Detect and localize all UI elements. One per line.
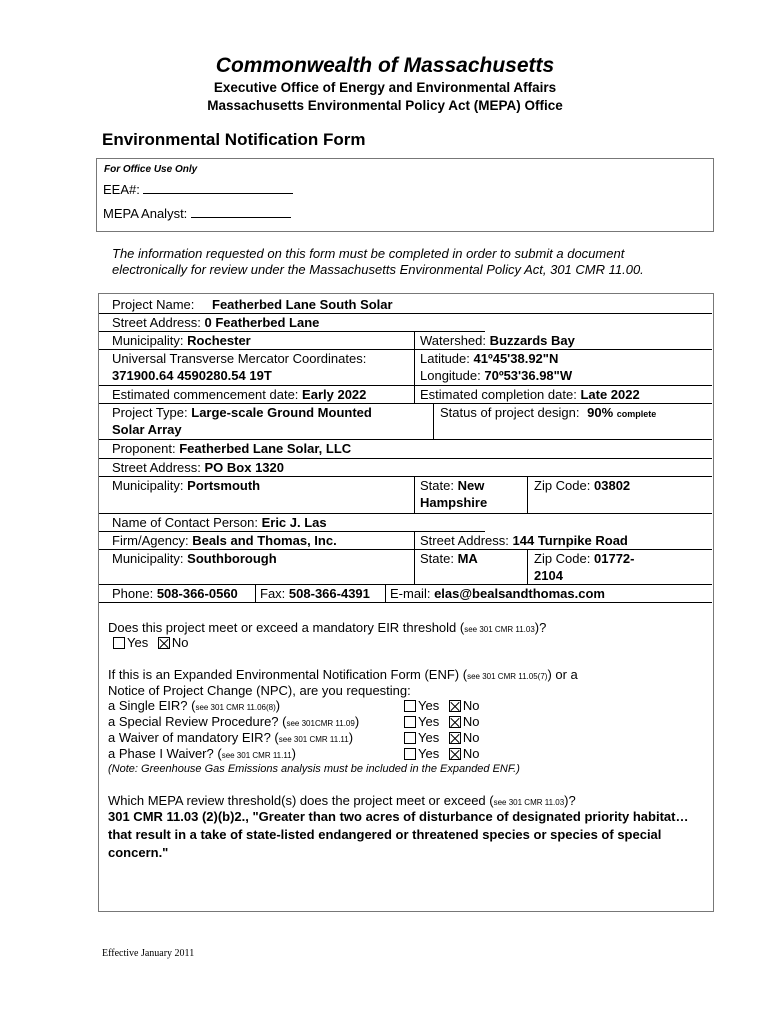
eea-label: EEA#: [103,182,140,197]
fax-value: 508-366-4391 [288,586,370,601]
project-street-value: 0 Featherbed Lane [204,315,320,330]
proponent-state-row [420,477,484,495]
project-street-row [112,314,319,332]
project-name-value: Featherbed Lane South Solar [212,297,393,312]
contact-zip-value: 01772- [594,551,635,566]
proponent-zip-row [534,477,630,495]
completion-value: Late 2022 [580,387,640,402]
checkbox-yes[interactable] [404,700,416,712]
watershed-label: Watershed: [420,333,486,348]
proponent-street-label: Street Address: [112,460,201,475]
project-type-value: Large-scale Ground Mounted [191,405,372,420]
project-type-label: Project Type: [112,405,188,420]
longitude-value: 70º53'36.98"W [484,368,573,383]
project-municipality-value: Rochester [187,333,251,348]
project-name-label: Project Name: [112,297,195,312]
longitude-label: Longitude: [420,368,481,383]
contact-name-label: Name of Contact Person: [112,515,258,530]
latitude-value: 41º45'38.92"N [473,351,559,366]
watershed-value: Buzzards Bay [489,333,575,348]
waiver-eir-answer: Yes No [404,729,479,747]
single-eir-answer: Yes No [404,697,479,715]
project-municipality-row [112,332,251,350]
watershed-row [420,332,575,350]
single-eir-item: a Single EIR? (see 301 CMR 11.06(8)) [108,698,281,713]
eea-field[interactable] [143,193,293,194]
contact-state-row [420,550,478,568]
proponent-street-row [112,459,284,477]
checkbox-no-checked[interactable] [449,700,461,712]
longitude-row [420,367,572,385]
proponent-street-value: PO Box 1320 [204,460,285,475]
analyst-label: MEPA Analyst: [103,206,188,221]
proponent-row [112,440,351,458]
proponent-municipality-value: Portsmouth [187,478,261,493]
completion-label: Estimated completion date: [420,387,577,402]
mepa-analyst-row [103,206,291,221]
commencement-label: Estimated commencement date: [112,387,299,402]
waiver-eir-item: a Waiver of mandatory EIR? (see 301 CMR 11.11) [108,730,354,745]
phase-waiver-answer: Yes No [404,745,479,763]
phone-row [112,585,238,603]
checkbox-yes[interactable] [404,732,416,744]
contact-municipality-value: Southborough [187,551,277,566]
contact-municipality-label: Municipality: [112,551,184,566]
proponent-zip-label: Zip Code: [534,478,591,493]
page-title: Commonwealth of Massachusetts [215,54,555,77]
phase-waiver-item: a Phase I Waiver? (see 301 CMR 11.11) [108,746,296,761]
project-type-value-cont: Solar Array [112,422,182,437]
contact-zip-value-cont: 2104 [534,568,563,583]
contact-state-label: State: [420,551,454,566]
special-review-answer: Yes No [404,713,479,731]
office-use-heading: For Office Use Only [104,164,198,175]
proponent-state-label: State: [420,478,454,493]
fax-label: Fax: [260,586,286,601]
proponent-label: Proponent: [112,441,176,456]
latitude-label: Latitude: [420,351,470,366]
phone-label: Phone: [112,586,154,601]
project-street-label: Street Address: [112,315,201,330]
commencement-value: Early 2022 [302,387,367,402]
contact-zip-row [534,550,634,568]
proponent-zip-value: 03802 [594,478,631,493]
proponent-municipality-label: Municipality: [112,478,184,493]
office-use-box [96,158,714,232]
email-label: E-mail: [390,586,431,601]
footer-effective-date: Effective January 2011 [102,948,195,959]
latitude-row [420,350,558,368]
proponent-municipality-row [112,477,260,495]
phone-value: 508-366-0560 [156,586,238,601]
agency-line: Executive Office of Energy and Environmental Affairs [213,80,557,95]
checkbox-yes[interactable] [404,748,416,760]
utm-label: Universal Transverse Mercator Coordinates: [112,351,367,366]
checkbox-no-checked[interactable] [449,748,461,760]
proponent-value: Featherbed Lane Solar, LLC [179,441,352,456]
npc-question: Notice of Project Change (NPC), are you requesting: [108,683,411,698]
special-review-item: a Special Review Procedure? (see 301CMR 11.09) [108,714,360,729]
checkbox-yes[interactable] [404,716,416,728]
design-status-value: 90% [587,405,614,420]
expanded-enf-question: If this is an Expanded Environmental Notification Form (ENF) (see 301 CMR 11.05(7)) or a [108,667,578,682]
contact-street-row [420,532,628,550]
intro-text: The information requested on this form must be completed in order to submit a document electronically for review under the Massachusetts Environmental Policy Act, 301 CMR 11.00. [112,246,644,277]
contact-street-label: Street Address: [420,533,509,548]
checkbox-no-checked[interactable] [449,732,461,744]
contact-name-value: Eric J. Las [261,515,327,530]
checkbox-yes[interactable] [113,637,125,649]
contact-name-row [112,514,327,532]
completion-row [420,386,640,404]
email-value: elas@bealsandthomas.com [434,586,605,601]
design-status-label: Status of project design: [440,405,580,420]
ghg-note: (Note: Greenhouse Gas Emissions analysis must be included in the Expanded ENF.) [108,763,520,775]
eir-threshold-answer: Yes No [113,634,188,652]
fax-row [260,585,370,603]
contact-municipality-row [112,550,277,568]
threshold-answer: 301 CMR 11.03 (2)(b)2., "Greater than two acres of disturbance of designated priority habitat…that result in a take of state-listed endangered or threatened species or species of special concern." [108,809,689,860]
commencement-row [112,386,366,404]
design-status-suffix: complete [616,409,657,419]
eir-threshold-question: Does this project meet or exceed a mandatory EIR threshold (see 301 CMR 11.03)? [108,620,547,635]
utm-value: 371900.64 4590280.54 19T [112,368,272,383]
design-status-row [440,404,656,423]
checkbox-no-checked[interactable] [449,716,461,728]
form-title: Environmental Notification Form [102,130,366,149]
project-name-row [112,296,393,314]
proponent-state-value-cont: Hampshire [420,495,488,510]
project-type-row [112,404,372,422]
firm-row [112,532,337,550]
office-line: Massachusetts Environmental Policy Act (MEPA) Office [207,98,563,113]
checkbox-no-checked[interactable] [158,637,170,649]
eea-number-row [103,182,293,197]
firm-value: Beals and Thomas, Inc. [192,533,337,548]
firm-label: Firm/Agency: [112,533,189,548]
proponent-state-value: New [457,478,485,493]
email-row [390,585,605,603]
contact-street-value: 144 Turnpike Road [512,533,628,548]
contact-state-value: MA [457,551,478,566]
analyst-field[interactable] [191,217,291,218]
mepa-threshold-question: Which MEPA review threshold(s) does the project meet or exceed (see 301 CMR 11.03)? [108,793,576,808]
contact-zip-label: Zip Code: [534,551,591,566]
project-municipality-label: Municipality: [112,333,184,348]
